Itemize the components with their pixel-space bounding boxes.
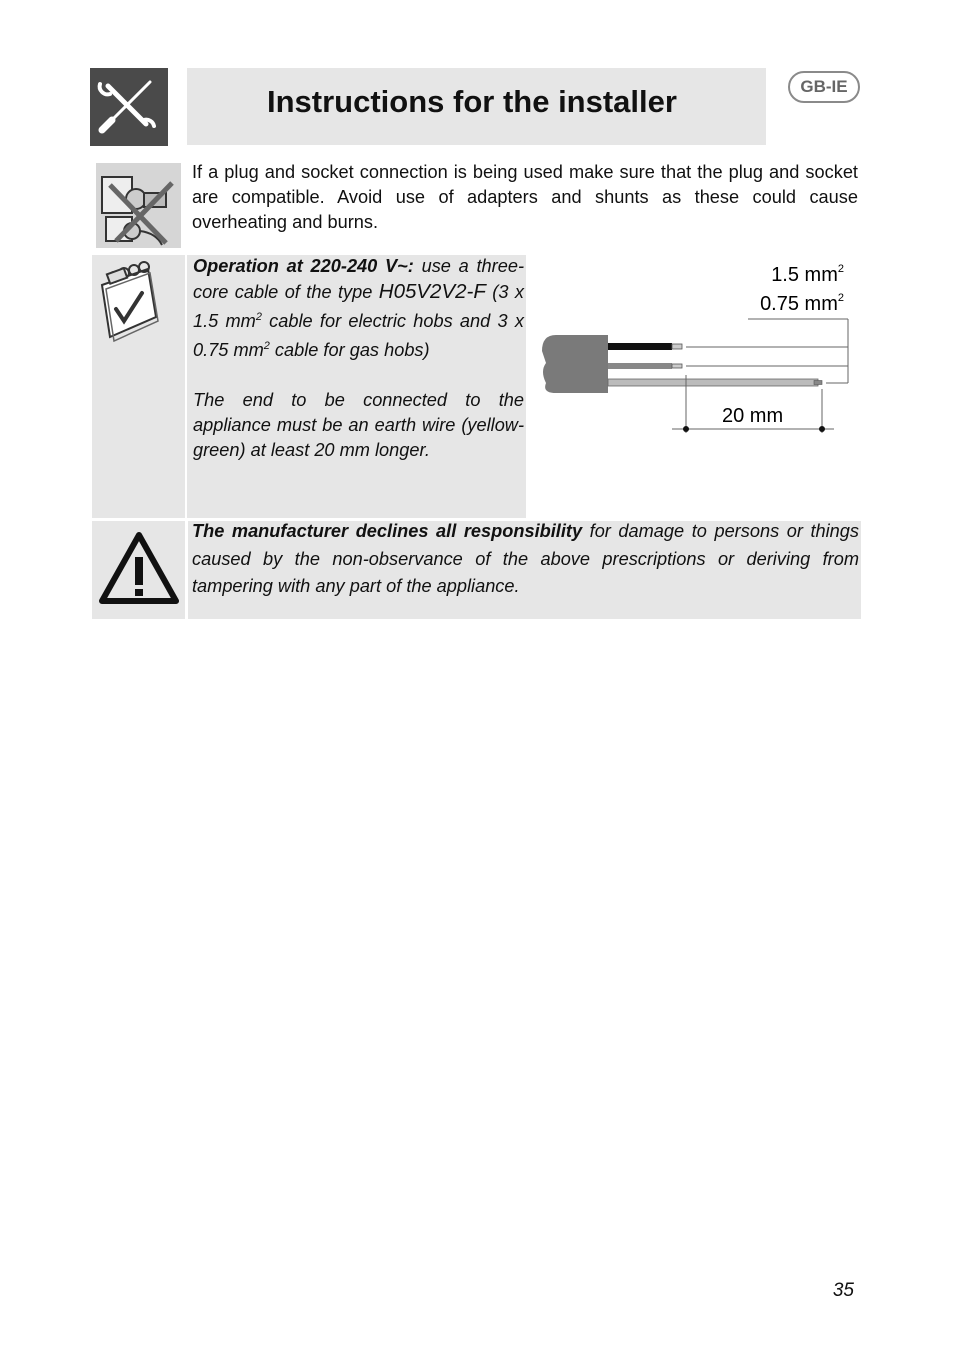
wire-earth xyxy=(608,379,818,386)
cable-sheath xyxy=(542,335,608,393)
header-icon-box xyxy=(90,68,168,146)
plug-image-box xyxy=(96,163,181,248)
cable-diagram xyxy=(536,255,856,445)
page-title: Instructions for the installer xyxy=(267,84,677,119)
label-0-75mm-sup: 2 xyxy=(837,292,844,304)
warning-paragraph xyxy=(192,518,859,601)
plug-socket-paragraph: If a plug and socket connection is being used make sure that the plug and socket are compatible. Avoid use of adapters and shunts as these could cause overheating and burns. xyxy=(192,162,858,232)
warning-bold-lead: The manufacturer declines all responsibility xyxy=(192,521,583,541)
warning-image-box xyxy=(92,521,185,619)
earth-wire-paragraph: The end to be connected to the appliance must be an earth wire (yellow-green) at least 20 mm longer. xyxy=(193,390,524,461)
label-1-5mm-sup: 2 xyxy=(837,263,844,275)
plug-socket-crossed-icon xyxy=(96,163,181,248)
label-20mm: 20 mm xyxy=(722,405,784,427)
label-0-75mm: 0.75 mm xyxy=(760,293,838,315)
label-1-5mm: 1.5 mm xyxy=(771,264,838,286)
notepad-check-icon xyxy=(92,255,185,355)
wire-grey xyxy=(608,363,672,369)
cable-bold-lead: Operation at 220-240 V~: xyxy=(193,256,414,276)
cable-sup-2: 2 xyxy=(263,340,270,353)
warning-triangle-icon xyxy=(92,521,185,619)
cable-paragraph xyxy=(193,254,524,463)
wrench-screwdriver-icon xyxy=(90,68,168,146)
cable-text-c: cable for electric hobs and 3 x 0.75 mm xyxy=(193,311,524,361)
language-badge: GB-IE xyxy=(788,71,860,103)
cable-text-b: (3 x 1.5 mm xyxy=(193,282,524,332)
notepad-image-box xyxy=(92,255,185,518)
cable-text-d: cable for gas hobs) xyxy=(269,340,430,361)
warning-text: for damage to persons or things caused by the non-observance of the above prescriptions or deriving from tampering with any part of the appliance. xyxy=(192,521,859,596)
cable-text-a: use a three-core cable of the type xyxy=(193,256,525,302)
page-number: 35 xyxy=(832,1280,854,1301)
wire-black xyxy=(608,343,672,350)
cable-type: H05V2V2-F xyxy=(378,280,486,303)
svg-text:0.75 mm2 xyxy=(760,292,844,315)
cable-sup-1: 2 xyxy=(255,311,262,323)
svg-text:1.5 mm2 xyxy=(771,263,844,286)
